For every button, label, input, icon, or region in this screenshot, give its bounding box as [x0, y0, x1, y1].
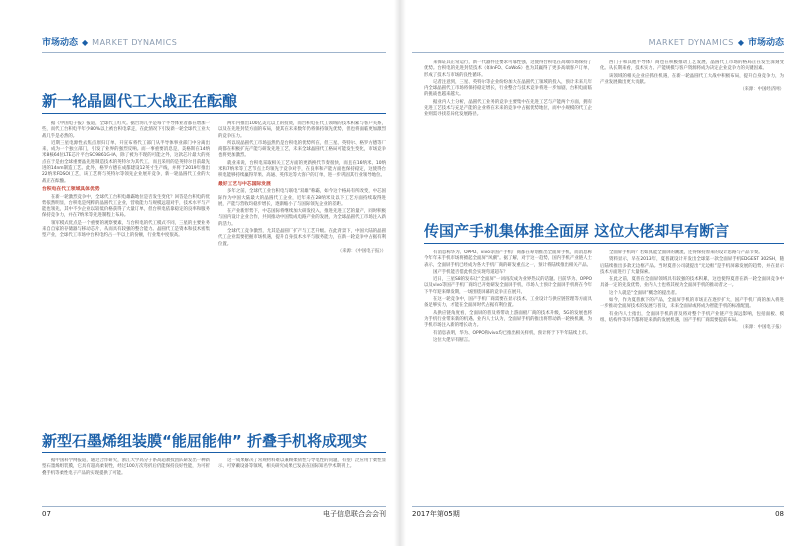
- article2-column-1: [424, 250, 592, 502]
- paragraph: 多年之前，全球代工业台积电与联电“双雄”称霸，如今这个格局有所改变，中芯国际作为中国大陆最大的晶圆代工企业，近年来在28纳米及以下工艺方面持续取得进展，产能与营收均稳步增长，逐渐缩小了与国际领先企业的差距。: [218, 189, 386, 207]
- section-separator: ◆: [737, 38, 744, 47]
- paragraph: 据《中国电子报》报道，全球代工红火。据台湾几乎是每个半导体业者都在增加一些，而代工台积电半年少80%以上被台积电拿走，在此情况下引发新一轮全球代工业大战几乎是必然的。: [42, 121, 210, 139]
- subheading: 台积电在代工领域具体优势: [42, 186, 100, 192]
- source-note: （来源：《中国电子报》）: [337, 248, 386, 254]
- article2-column-2: [600, 250, 784, 502]
- article1-column-3: [424, 60, 592, 200]
- source-note: （来源：中国电子报）: [740, 325, 784, 331]
- article1-title: 新一轮晶圆代工大战正在酝酿: [42, 92, 238, 110]
- paragraph: 如今，作为夏普旗下的产品，全面屏手机的市场正在逐步扩大，国产手机厂商的加入将进一步推动全面屏技术的发展与普及，未来全面屏或将成为智能手机的标准配置。: [600, 298, 784, 310]
- paragraph: 从供应链角度看，全面屏的普及将带动上游面板厂商的技术升级，5G的发展也将为手机行业带来新的机遇。业内人士认为，全面屏手机的推出将带动新一轮换机潮，为手机市场注入新的增长动力。: [424, 310, 592, 329]
- paragraph: 近日，三星S8的发布让“全面屏”一词再次成为业界热议的话题。目前华为、OPPO以及vivo等国产手机厂商均已开始研发全面屏手机，市场人士预计全面屏手机将在今年下半年迎来爆发期，一场围绕屏幕的竞争正在展开。: [424, 277, 592, 295]
- paragraph: 所以说晶圆代工市场虽然仍是台积电的优势所在，但三星、英特尔、格罗方德等厂商都在积极扩充产能与研发先进工艺，未来全球晶圆代工格局可能发生变化，市场竞争也将更加激烈。: [218, 140, 386, 159]
- footer-rule: [412, 506, 784, 507]
- article1-column-1: [42, 121, 210, 409]
- paragraph: 这一成果解决了常规材料难以兼顾柔韧性与导电性的问题，有望广泛应用于柔性显示、可穿戴设备等领域，相关研究成果已发表在国际知名学术期刊上。: [218, 458, 386, 470]
- article1-column-2: [218, 121, 386, 409]
- paragraph: 有业内人士指出，全面屏手机的普及将对整个手机产业链产生深远影响，包括面板、模组、结构件等环节都将迎来新的发展机遇，国产手机厂商需要提前布局。: [600, 311, 784, 323]
- paragraph: 据业内人士分析，晶圆代工业务的竞争主要集中在先进工艺与产能两个方面，拥有先进工艺技术与充足产能的企业将在未来的竞争中占据优势地位，而中小规模的代工企业则需寻找差异化发展路径。: [424, 99, 592, 118]
- paragraph: 在产业新形势下，中芯国际将继续加大研发投入，推进先进工艺的量产，同时积极与国内设计企业合作，共同推动中国集成电路产业的发展，为全球晶圆代工市场注入新的活力。: [218, 209, 386, 227]
- issue-label: 2017年第05期: [412, 510, 460, 518]
- article3-column-2: [218, 458, 386, 502]
- paragraph: 来保证其正常运行，新一代器件还要求可靠性强，这使得台积电在高端市场保持了优势。台积电的先进封装技术（如InFO、CoWoS）也为其赢得了更多高端客户订单，形成了技术与市场的良性循环。: [424, 60, 592, 78]
- article2-title: 传国产手机集体推全面屏 这位大佬却早有断言: [424, 222, 730, 240]
- header-rule: [412, 52, 784, 53]
- header-rule: [42, 52, 386, 53]
- paragraph: 这个人就是“全面屏”概念的提出者。: [609, 290, 680, 296]
- section-separator: ◆: [82, 38, 89, 47]
- left-section-header: [42, 36, 177, 50]
- article3-title: 新型石墨烯组装膜“能屈能伸” 折叠手机将成现实: [42, 432, 367, 450]
- article3-title-rule: [42, 452, 386, 453]
- section-title-en: MARKET DYNAMICS: [648, 38, 734, 47]
- section-title-en: MARKET DYNAMICS: [92, 38, 178, 47]
- magazine-name: 电子信息联合会会刊: [323, 510, 386, 518]
- article3-column-1: [42, 458, 210, 502]
- article1-column-4: [600, 60, 784, 200]
- section-title-zh: 市场动态: [747, 38, 784, 48]
- paragraph: 在此之前，夏普在全面屏领域具有较强的技术积累，这也使得夏普在新一轮全面屏竞争中具备一定的先发优势，业内人士也将其视为全面屏手机的推动者之一。: [600, 277, 784, 289]
- paragraph: 西门子和其他半导体厂商也在积极推动工艺发展，晶圆代工市场的格局正在发生深刻变化。从长期来看，技术实力、产能规模与客户资源将成为决定企业竞争力的关键因素。: [600, 60, 784, 72]
- paragraph: 近期三星电源性去焦点原归订单，开宣布将代工部门从半导体事业部门中分离出来，成为一个独立部门，引发了业界的强烈反响。而一事重要消息是，美格斯在14纳米8核64位LTE芯片平台SC9861G-IA，除了被为不现的可能之外，这款芯片最大的亮点在于是由全球重要晶先进制造技术的英特尔为其代工，而且采用的是英特尔目前最先进的14nm制造工艺。此外，格罗方德在成都建设12英寸生产线，并将于2019年推出22纳米FDSOI工艺，该工艺将与英特尔等领先企业展开竞争，新一轮晶圆代工业的大战正在酝酿。: [42, 140, 210, 184]
- paragraph: 全球代工竞争激烈，尤其是晶圆厂扩产与工艺升级。在此背景下，中国大陆的晶圆代工企业需要把握市场机遇，提升自身技术水平与服务能力，在新一轮竞争中占据有利位置。: [218, 229, 386, 247]
- paragraph: 全面屏手机吗？若如真能全面屏的潮流，还得保持原来的设计思路与产品节奏。: [609, 250, 763, 255]
- right-page: [400, 0, 800, 546]
- paragraph: 两年内推出100亿美元以上的投资，而台积电在代工领域的技术积累与客户关系，以及在先进封装方面的布局，使其在未来数年仍将保持领先优势，但也将面临更加激烈的竞争压力。: [218, 121, 386, 139]
- paragraph: 记者注意到，三星、英特尔等企业纷纷加大在晶圆代工领域的投入，预计未来几年内全球晶圆代工市场将保持稳定增长，行业整合与技术竞争将进一步加剧，台积电面临的挑战也越来越大。: [424, 79, 592, 98]
- right-page-number: 08: [775, 510, 784, 518]
- paragraph: 资料显示，早在2013年，夏普就设计开发出全球第一款全面屏手机EDGEST 302SH，随后陆续推出多款无边框产品。当时夏普公司就提出“无边框”是手机屏幕发展的趋势，并在显示技术方面进行了大量探索。: [600, 257, 784, 275]
- footer-rule: [42, 506, 386, 507]
- paragraph: 有消息称华为、OPPO、vivo等国产手机厂商都在筹划推出全面屏手机，而消息称今年年末手机市场将掀起全面屏“风潮”。据了解，对于这一趋势，国内手机产业链人士表示，全面屏手机已经成为各大手机厂商的研发重点之一，预计将陆续推出相关产品。: [424, 250, 592, 268]
- article1-title-rule: [42, 113, 386, 114]
- left-page-number: 07: [42, 510, 51, 518]
- paragraph: 有消息表明，华为、OPPO和vivo均已推出相关样机，预计将于下半年陆续上市。: [433, 330, 591, 336]
- subheading: 最好工艺与中芯国际发展: [218, 181, 271, 187]
- right-section-header: [649, 36, 784, 50]
- article2-title-rule: [424, 243, 784, 244]
- paragraph: 就业来说，台积电采取相关工艺方面的更新换代节奏很快，而且在16纳米、10纳米和7纳米等工艺节点上均领先于竞争对手，在良率和产能方面也保持稳定，这使得台积电能够持续赢得苹果、高通、英伟达等大客户的订单，进一步巩固其行业领导地位。: [218, 160, 386, 179]
- paragraph: 这位大佬早有断言。: [433, 337, 473, 343]
- paragraph: 该领域的相关企业应抓住机遇，在新一轮晶圆代工大战中积极布局，提升自身竞争力，为产业发展做出更大贡献。: [600, 73, 784, 85]
- paragraph: 领军模式优点是一个重要的观察要素，与台积电的代工模式不同，三星的主要业务来自自家的存储器与移动芯片，从而具有较强的整合能力。晶圆代工是资本和技术密集型产业，全球代工市场中台积电约占一半以上的份额，行业集中度很高。: [42, 220, 210, 239]
- source-note: （来源：中国经济网）: [740, 87, 784, 93]
- paragraph: 国产手机能否借此机会实现弯道超车？: [433, 269, 508, 275]
- paragraph: 据中国科学网报道，通过合作研究，浙江大学高分子系高超教授团队研发出一种新型石墨烯组装膜，它具有超高柔韧性，经过100万次弯折后仍能保持良好性能，为可折叠手机等柔性电子产品的实现提供了可能。: [42, 458, 210, 476]
- section-title-zh: 市场动态: [42, 38, 79, 48]
- paragraph: 在新一轮激烈竞争中，全球代工台积电雄霸地位是否发生变化？回答是台积电的优势依然明显，台积电是纯粹的晶圆代工企业，营收能力与规模远超对手，技术水平与产能也领先，其中不少企业以较低价格获得了大量订单，但台积电依靠稳定的良率和服务保持竞争力，并在7纳米等先进制程上布局。: [42, 194, 210, 219]
- paragraph: 在这一轮竞争中，国产手机厂商需要在显示技术、工业设计与供应链管理等方面具备足够实力，才能在全面屏时代占据有利位置。: [424, 297, 592, 309]
